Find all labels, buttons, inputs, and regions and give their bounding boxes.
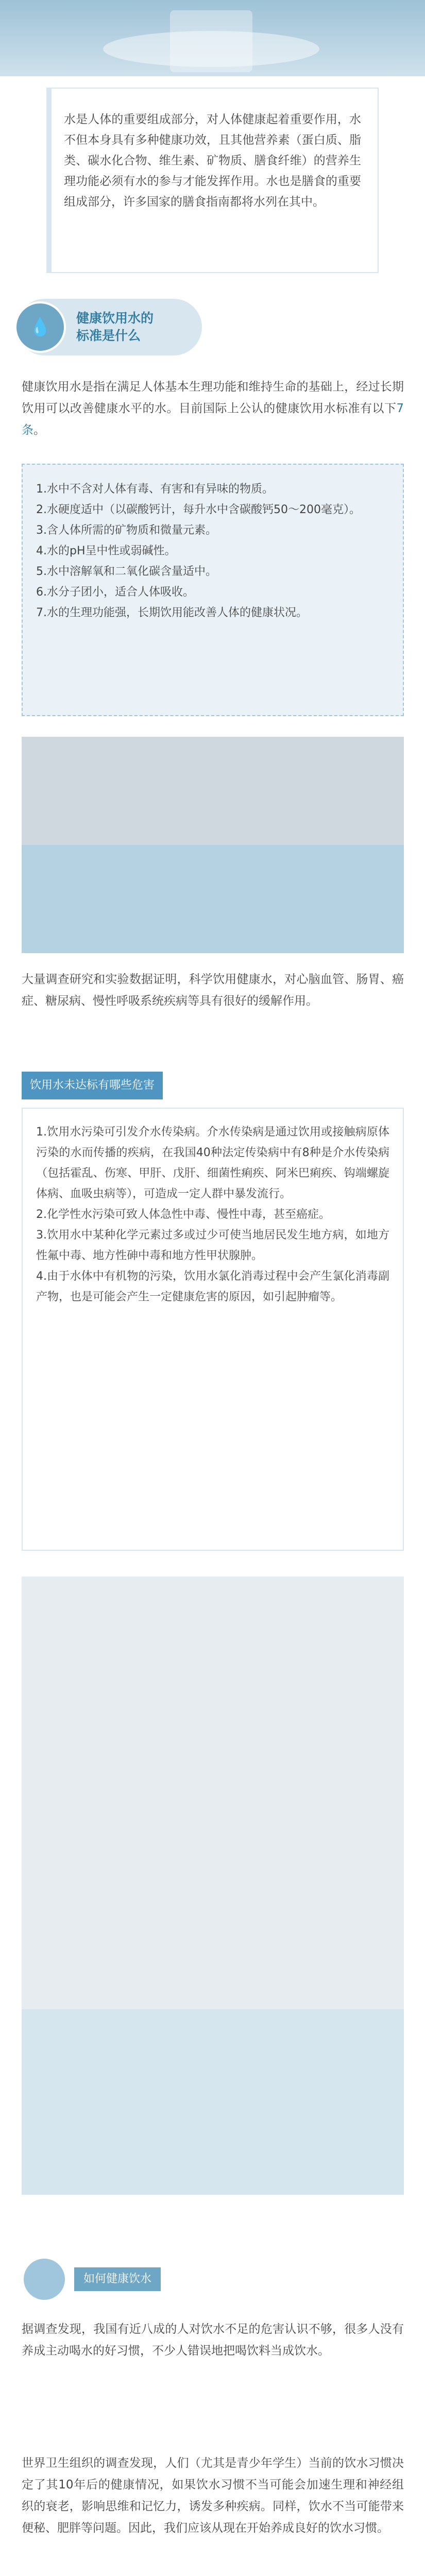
photo-background (22, 1577, 404, 2009)
photo-background (22, 737, 404, 845)
standards-intro-text: 健康饮用水是指在满足人体基本生理功能和维持生命的基础上，经过长期饮用可以改善健康水平的水。目前国际上公认的健康饮用水标准有以下 (22, 380, 404, 415)
pouring-water-photo (22, 737, 404, 953)
section-title-line2: 标准是什么 (76, 328, 141, 343)
intro-card (46, 88, 379, 273)
photo-foreground (22, 2009, 404, 2195)
list-item: 1.饮用水污染可引发介水传染病。介水传染病是通过饮用或接触病原体污染的水而传播的疾病，在我国40种法定传染病中有8种是介水传染病（包括霍乱、伤寒、甲肝、戊肝、细菌性痢疾、阿米巴痢疾、钩端螺旋体病、血吸虫病等），可造成一定人群中暴发流行。 (36, 1126, 389, 1200)
drink-paragraph-2: 世界卫生组织的调查发现，人们（尤其是青少年学生）当前的饮水习惯决定了其10年后的健康情况，如果饮水习惯不当可能会加速生理和神经组织的衰老，影响思维和记忆力，诱发多种疾病。同样，饮水不当可能带来便秘、肥胖等问题。因此，我们应该从现在开始养成良好的饮水习惯。 (22, 2456, 404, 2535)
list-item: 5.水中溶解氧和二氧化碳含量适中。 (36, 565, 217, 578)
water-glass-illustration (170, 10, 252, 72)
intro-accent-bar (46, 89, 52, 272)
list-item: 7.水的生理功能强，长期饮用能改善人体的健康状况。 (36, 606, 308, 619)
drink-paragraph-1: 据调查发现，我国有近八成的人对饮水不足的危害认识不够，很多人没有养成主动喝水的好习惯，不少人错误地把喝饮料当成饮水。 (22, 2323, 404, 2358)
standards-list (22, 464, 404, 716)
list-item: 3.饮用水中某种化学元素过多或过少可使当地居民发生地方病，如地方性氟中毒、地方性砷中毒和地方性甲状腺肿。 (36, 1229, 389, 1262)
list-item: 1.水中不含对人体有毒、有害和有异味的物质。 (36, 483, 274, 496)
list-item: 3.含人体所需的矿物质和微量元素。 (36, 524, 217, 537)
harms-list (22, 1108, 404, 1551)
standards-intro-paragraph (22, 376, 404, 441)
harm-section-tag: 饮用水未达标有哪些危害 (22, 1072, 163, 1099)
intro-text: 水是人体的重要组成部分，对人体健康起着重要作用，水不但本身具有多种健康功效，且其他营养素（蛋白质、脂类、碳水化合物、维生素、矿物质、膳食纤维）的营养生理功能必须有水的参与才能发挥作用。水也是膳食的重要组成部分，许多国家的膳食指南都将水列在其中。 (64, 113, 361, 209)
hero-image (0, 0, 425, 76)
list-item: 2.化学性水污染可致人体急性中毒、慢性中毒，甚至癌症。 (36, 1208, 330, 1221)
standards-intro-suffix: 。 (33, 423, 45, 437)
standards-count-highlight: 7条 (22, 402, 404, 437)
photo-water (22, 845, 404, 953)
list-item: 4.由于水体中有机物的污染，饮用水氯化消毒过程中会产生氯化消毒副产物，也是可能会产生一定健康危害的原因，如引起肿瘤等。 (36, 1270, 389, 1303)
section-title (76, 310, 154, 345)
drinking-photo (22, 1577, 404, 2195)
section-header-standards (16, 299, 202, 355)
drink-illustration-icon (22, 2257, 67, 2302)
list-item: 6.水分子团小，适合人体吸收。 (36, 586, 194, 599)
list-item: 2.水硬度适中（以碳酸钙计，每升水中含碳酸钙50～200毫克）。 (36, 503, 361, 516)
how-to-drink-tag: 如何健康饮水 (74, 2267, 161, 2291)
how-to-drink-header (22, 2257, 161, 2302)
survey-paragraph: 大量调查研究和实验数据证明，科学饮用健康水，对心脑血管、肠胃、癌症、糖尿病、慢性呼吸系统疾病等具有很好的缓解作用。 (22, 973, 404, 1008)
water-drop-icon: 💧 (14, 301, 66, 353)
section-title-line1: 健康饮用水的 (76, 311, 154, 326)
list-item: 4.水的pH呈中性或弱碱性。 (36, 545, 176, 557)
